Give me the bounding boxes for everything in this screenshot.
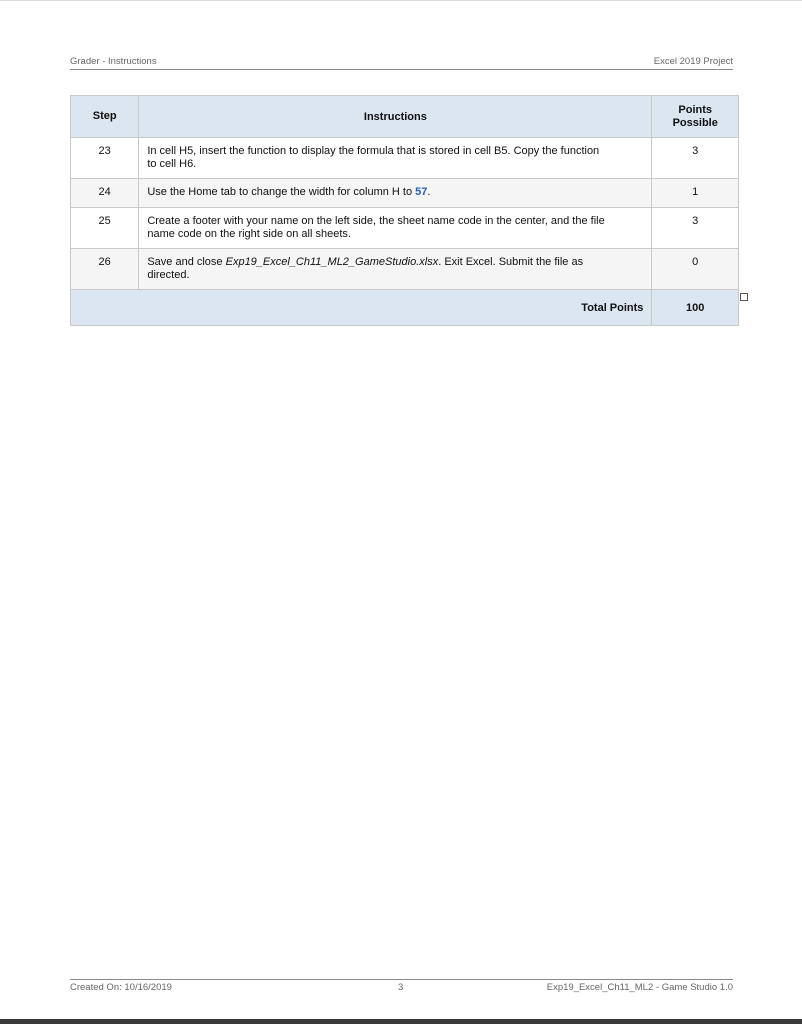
step-number: 23 <box>71 138 139 179</box>
instruction-text: Save and close <box>147 256 226 268</box>
footer-created-date: Created On: 10/16/2019 <box>70 982 172 993</box>
instruction-text: . <box>427 186 431 198</box>
total-points-value: 100 <box>652 290 739 326</box>
grader-instructions-table <box>70 95 739 326</box>
instruction-text: . Exit Excel. Submit the file as <box>438 256 584 268</box>
table-row <box>71 208 739 249</box>
header-left-text: Grader - Instructions <box>70 56 157 67</box>
instruction-line: directed. <box>147 269 190 281</box>
step-number: 26 <box>71 249 139 290</box>
footer-file-version: Exp19_Excel_Ch11_ML2 - Game Studio 1.0 <box>546 982 733 993</box>
points-header-line2: Possible <box>672 116 718 129</box>
page-footer <box>70 979 733 994</box>
step-instruction <box>139 179 652 208</box>
step-points: 0 <box>652 249 739 290</box>
table-row <box>71 249 739 290</box>
instruction-line: name code on the right side on all sheets. <box>147 228 351 240</box>
instructions-column-header: Instructions <box>139 96 652 138</box>
footer-page-number: 3 <box>398 982 404 993</box>
step-instruction <box>139 208 652 249</box>
table-row <box>71 179 739 208</box>
step-points: 3 <box>652 138 739 179</box>
total-points-label: Total Points <box>139 290 652 326</box>
step-number: 25 <box>71 208 139 249</box>
instruction-text: Use the Home tab to change the width for column H to <box>147 186 416 198</box>
step-points: 3 <box>652 208 739 249</box>
step-instruction <box>139 138 652 179</box>
header-right-text: Excel 2019 Project <box>653 56 733 67</box>
points-header-line1: Points <box>678 103 713 116</box>
step-column-header: Step <box>71 96 139 138</box>
step-points: 1 <box>652 179 739 208</box>
highlighted-value: 57 <box>415 186 428 198</box>
points-column-header <box>652 96 739 138</box>
instruction-line: Create a footer with your name on the left side, the sheet name code in the center, and the file <box>147 215 605 227</box>
table-header-row <box>71 96 739 138</box>
total-empty-cell <box>71 290 139 326</box>
file-name: Exp19_Excel_Ch11_ML2_GameStudio.xlsx <box>225 256 439 268</box>
page-header <box>70 55 733 70</box>
top-rule <box>0 0 802 1</box>
instruction-line: to cell H6. <box>147 158 197 170</box>
bottom-bar <box>0 1019 802 1024</box>
step-instruction <box>139 249 652 290</box>
table-resize-handle[interactable] <box>740 293 748 301</box>
instruction-line: In cell H5, insert the function to display the formula that is stored in cell B5. Copy the function <box>147 145 600 157</box>
step-number: 24 <box>71 179 139 208</box>
table-row <box>71 138 739 179</box>
total-row <box>71 290 739 326</box>
